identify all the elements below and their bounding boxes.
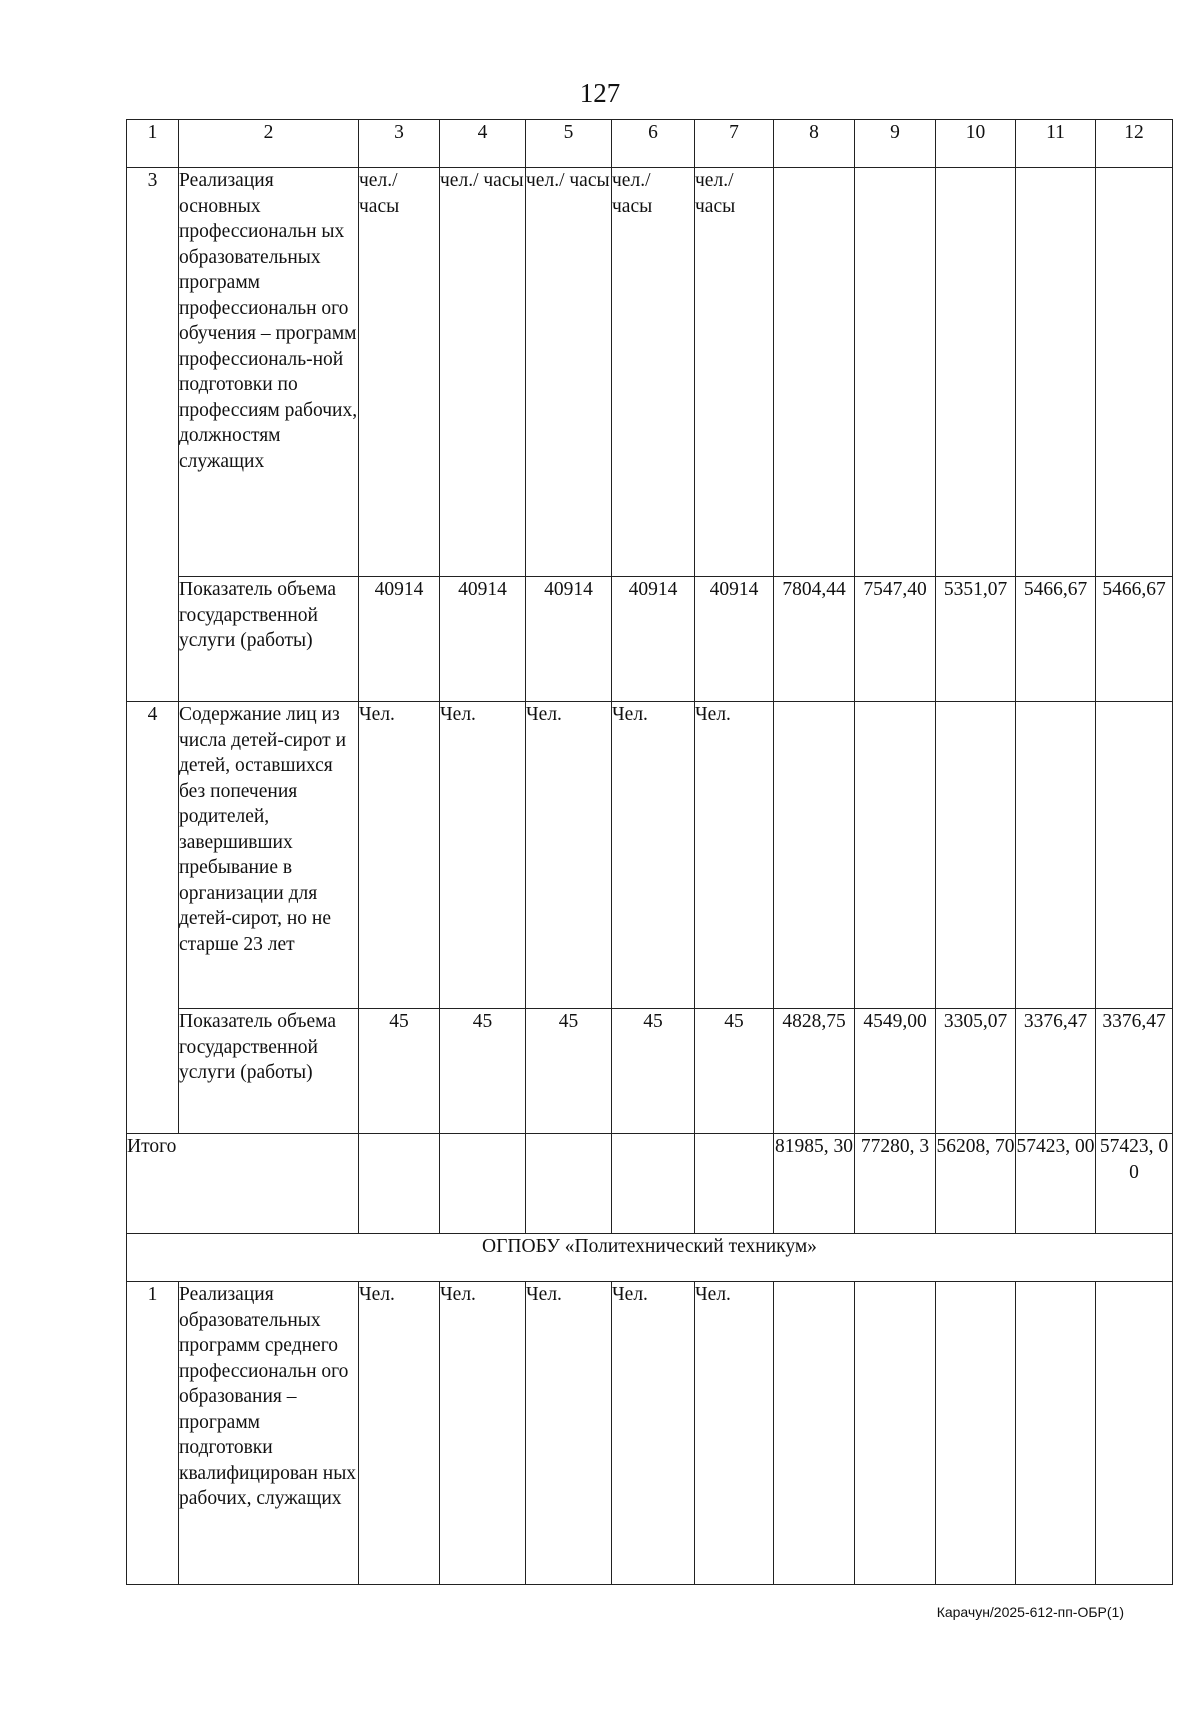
unit-cell: чел./ часы [695, 168, 774, 577]
total-value: 57423, 00 [1096, 1134, 1173, 1234]
value-cell: 5466,67 [1016, 577, 1096, 702]
service-name: Реализация основных профессиональн ых образовательных программ профессиональн ого обучения – программ профессиональ-ной подготовки по профессиям рабочих, должностям служащих [179, 168, 359, 577]
header-cell: 11 [1016, 120, 1096, 168]
table-row [127, 168, 1173, 577]
empty-cell [936, 702, 1016, 1009]
empty-cell [1096, 702, 1173, 1009]
header-cell: 3 [359, 120, 440, 168]
empty-cell [1016, 168, 1096, 577]
header-cell: 5 [526, 120, 612, 168]
value-cell: 5466,67 [1096, 577, 1173, 702]
empty-cell [774, 702, 855, 1009]
unit-cell: чел./ часы [359, 168, 440, 577]
unit-cell: чел./ часы [526, 168, 612, 577]
document-code: Карачун/2025-612-пп-ОБР(1) [936, 1604, 1124, 1620]
value-cell: 3376,47 [1016, 1009, 1096, 1134]
value-cell: 3305,07 [936, 1009, 1016, 1134]
total-value: 57423, 00 [1016, 1134, 1096, 1234]
service-name: Реализация образовательных программ среднего профессиональн ого образования – программ подготовки квалифицирован ных рабочих, служащих [179, 1282, 359, 1585]
unit-cell: Чел. [612, 702, 695, 1009]
page-number: 127 [579, 78, 621, 108]
empty-cell [855, 168, 936, 577]
total-value: 77280, 3 [855, 1134, 936, 1234]
value-cell: 45 [526, 1009, 612, 1134]
value-cell: 45 [359, 1009, 440, 1134]
section-title: ОГПОБУ «Политехнический техникум» [127, 1234, 1173, 1282]
unit-cell: Чел. [526, 702, 612, 1009]
value-cell: 4828,75 [774, 1009, 855, 1134]
table-row [127, 1282, 1173, 1585]
empty-cell [1096, 168, 1173, 577]
unit-cell: Чел. [526, 1282, 612, 1585]
unit-cell: Чел. [440, 1282, 526, 1585]
value-cell: 45 [440, 1009, 526, 1134]
empty-cell [855, 1282, 936, 1585]
header-row [127, 120, 1173, 168]
empty-cell [526, 1134, 612, 1234]
total-value: 56208, 70 [936, 1134, 1016, 1234]
value-cell: 4549,00 [855, 1009, 936, 1134]
unit-cell: Чел. [695, 1282, 774, 1585]
header-cell: 2 [179, 120, 359, 168]
unit-cell: Чел. [359, 1282, 440, 1585]
unit-cell: Чел. [440, 702, 526, 1009]
empty-cell [855, 702, 936, 1009]
empty-cell [774, 168, 855, 577]
unit-cell: чел./ часы [612, 168, 695, 577]
table-row [127, 702, 1173, 1009]
header-cell: 6 [612, 120, 695, 168]
header-cell: 4 [440, 120, 526, 168]
value-cell: 45 [695, 1009, 774, 1134]
indicator-name: Показатель объема государственной услуги (работы) [179, 577, 359, 702]
empty-cell [1016, 1282, 1096, 1585]
value-cell: 40914 [612, 577, 695, 702]
value-cell: 7804,44 [774, 577, 855, 702]
total-value: 81985, 30 [774, 1134, 855, 1234]
empty-cell [1016, 702, 1096, 1009]
header-cell: 7 [695, 120, 774, 168]
empty-cell [936, 1282, 1016, 1585]
budget-table [126, 119, 1173, 1585]
service-name: Содержание лиц из числа детей-сирот и детей, оставшихся без попечения родителей, завершивших пребывание в организации для детей-сирот, но не старше 23 лет [179, 702, 359, 1009]
value-cell: 5351,07 [936, 577, 1016, 702]
value-cell: 40914 [695, 577, 774, 702]
value-cell: 40914 [359, 577, 440, 702]
value-cell: 45 [612, 1009, 695, 1134]
total-row [127, 1134, 1173, 1234]
value-cell: 3376,47 [1096, 1009, 1173, 1134]
indicator-name: Показатель объема государственной услуги (работы) [179, 1009, 359, 1134]
section-row [127, 1234, 1173, 1282]
value-cell: 40914 [526, 577, 612, 702]
header-cell: 9 [855, 120, 936, 168]
header-cell: 12 [1096, 120, 1173, 168]
row-number: 3 [127, 168, 179, 702]
row-number: 1 [127, 1282, 179, 1585]
row-number: 4 [127, 702, 179, 1134]
header-cell: 8 [774, 120, 855, 168]
table-row [127, 577, 1173, 702]
empty-cell [612, 1134, 695, 1234]
total-label: Итого [127, 1134, 359, 1234]
header-cell: 10 [936, 120, 1016, 168]
header-cell: 1 [127, 120, 179, 168]
unit-cell: Чел. [612, 1282, 695, 1585]
empty-cell [440, 1134, 526, 1234]
value-cell: 7547,40 [855, 577, 936, 702]
empty-cell [1096, 1282, 1173, 1585]
unit-cell: чел./ часы [440, 168, 526, 577]
unit-cell: Чел. [695, 702, 774, 1009]
unit-cell: Чел. [359, 702, 440, 1009]
empty-cell [936, 168, 1016, 577]
value-cell: 40914 [440, 577, 526, 702]
empty-cell [359, 1134, 440, 1234]
table-row [127, 1009, 1173, 1134]
empty-cell [695, 1134, 774, 1234]
empty-cell [774, 1282, 855, 1585]
